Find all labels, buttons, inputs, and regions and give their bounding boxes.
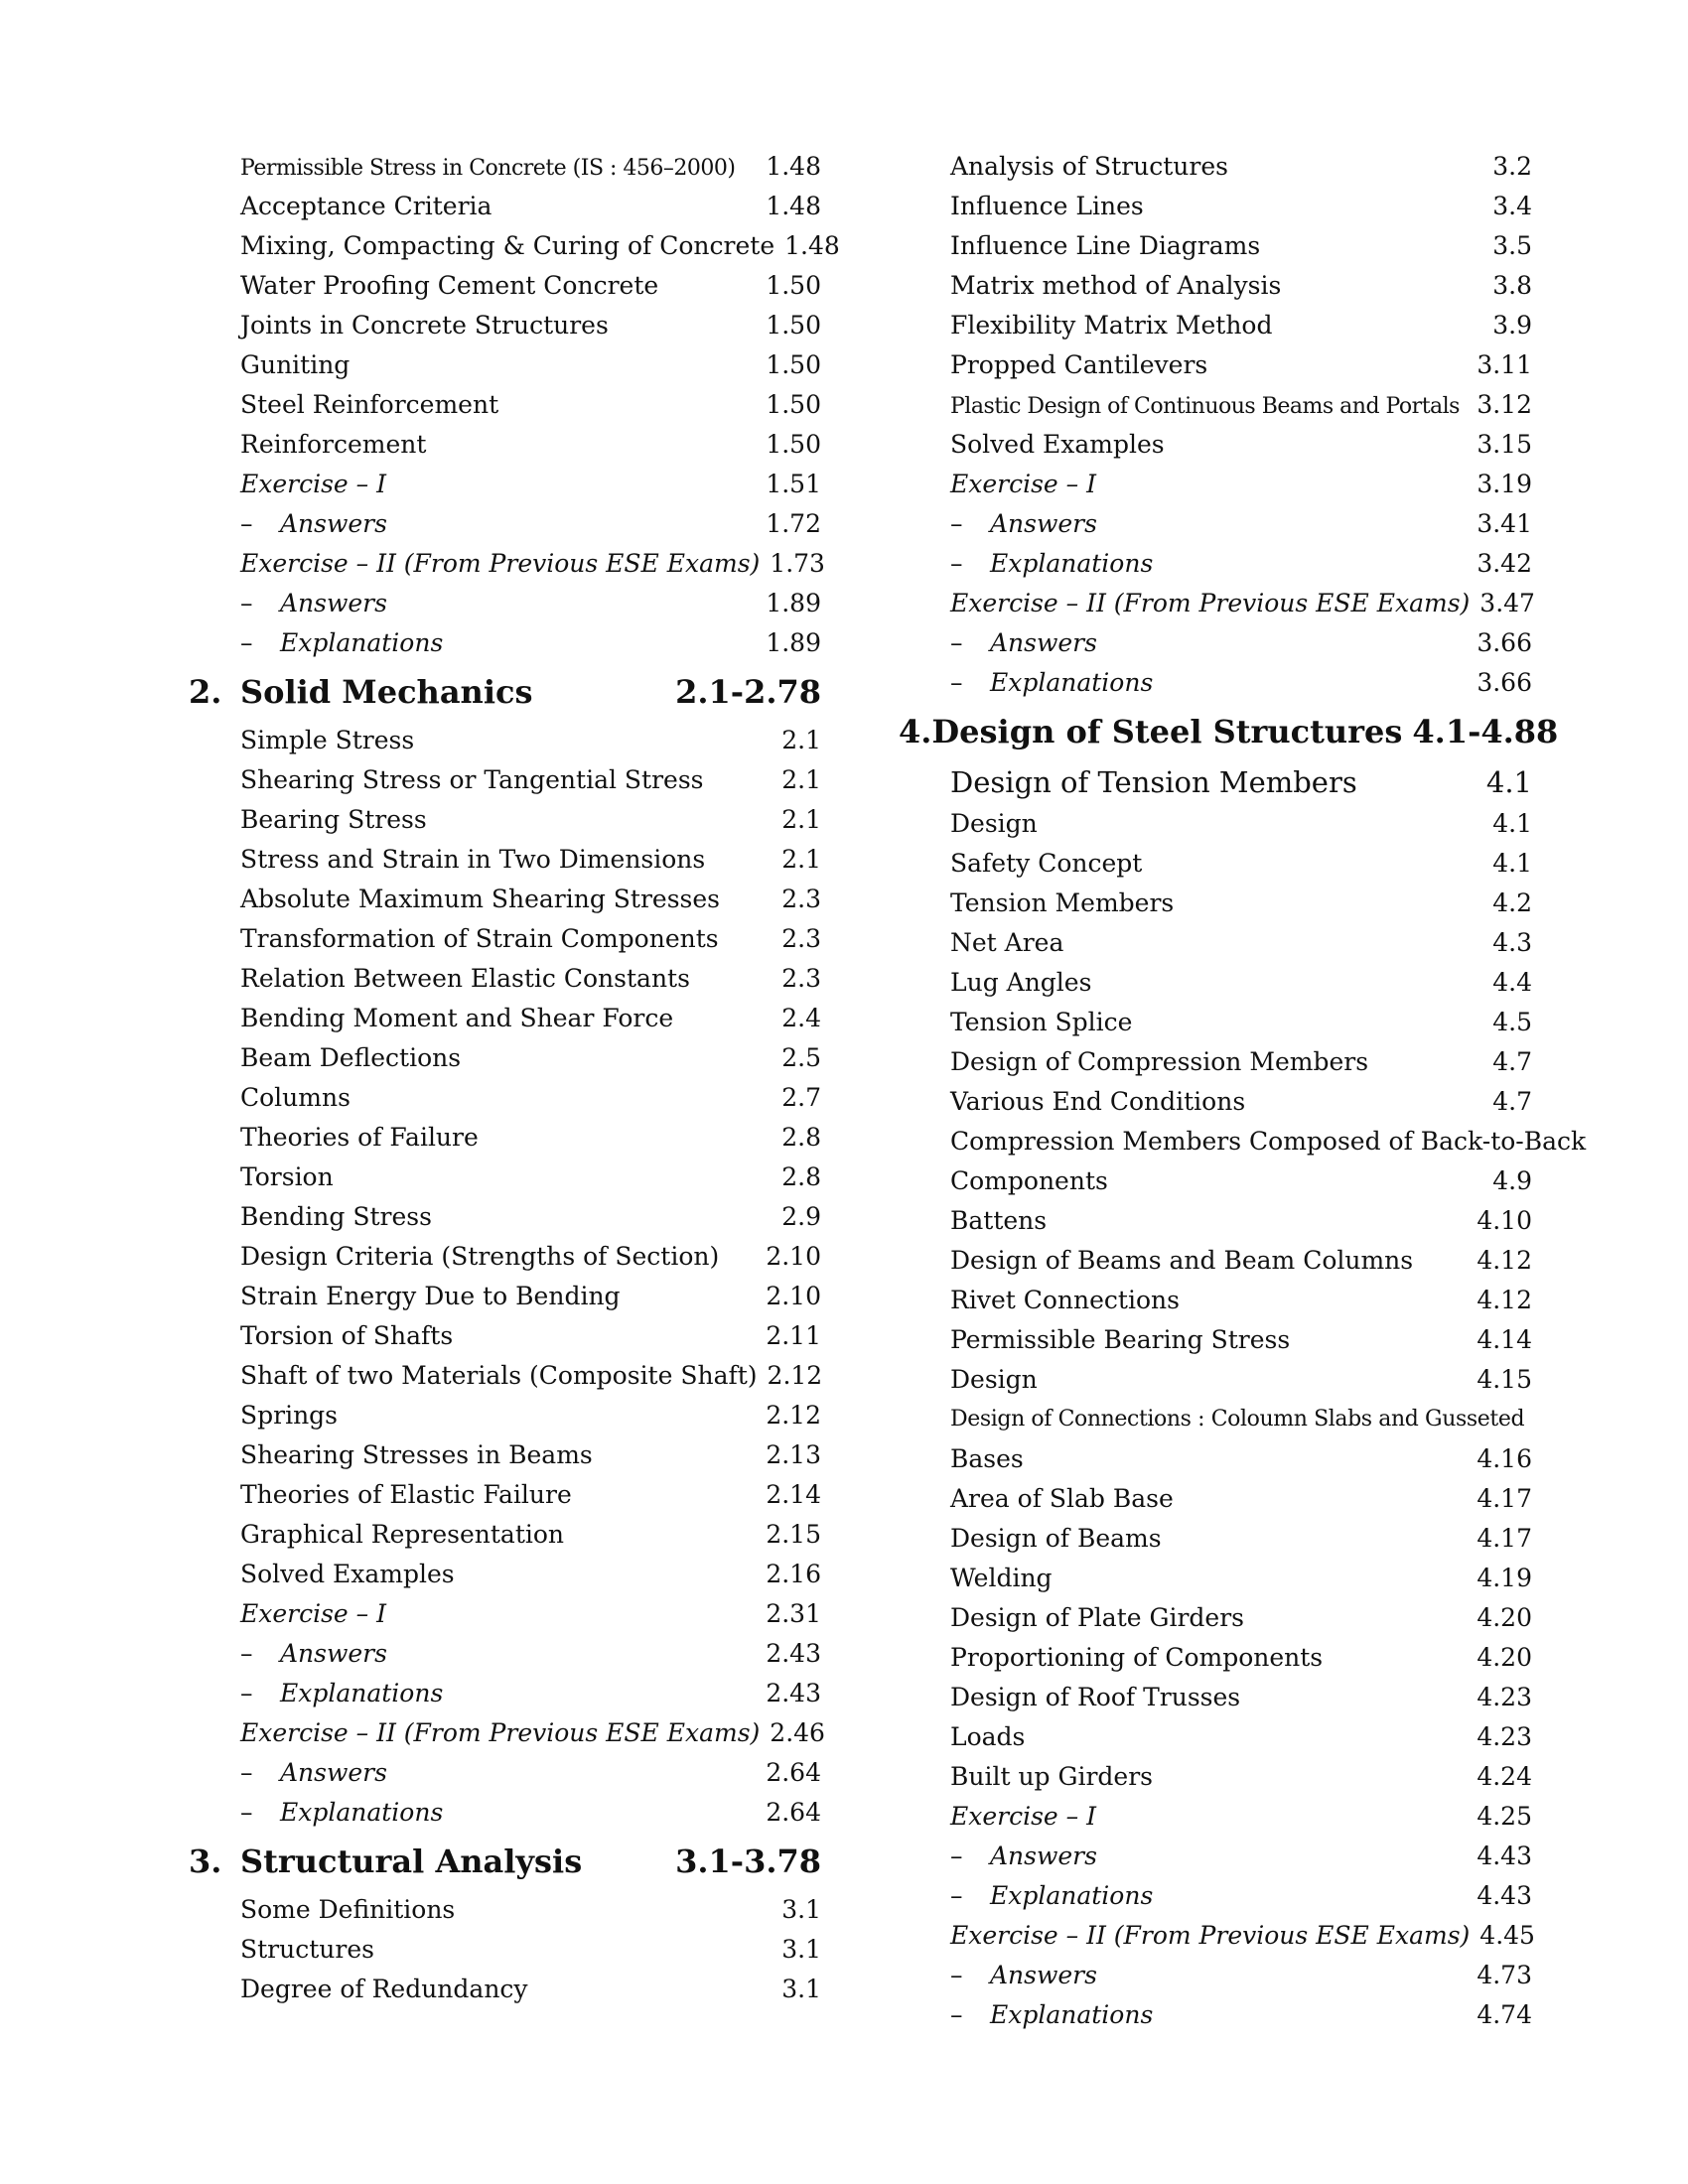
toc-item-label: Theories of Elastic Failure [240,1480,572,1509]
toc-item-label: Exercise – II (From Previous ESE Exams) [950,1921,1471,1950]
toc-item [899,1638,1532,1678]
toc-item-label: Springs [240,1401,339,1430]
section-page-range: 4.1-4.88 [1412,713,1559,751]
toc-item-label: Stress and Strain in Two Dimensions [240,845,706,874]
toc-item-page: 4.45 [1479,1921,1535,1950]
toc-item-label: Influence Line Diagrams [950,231,1261,260]
toc-item-label: Propped Cantilevers [950,350,1208,379]
toc-item-page: 1.73 [770,549,825,578]
toc-item-label: Answers [990,1961,1097,1989]
toc-item [899,1717,1532,1757]
toc-item [189,999,821,1038]
toc-item-label: Columns [240,1083,351,1112]
toc-item-page: 2.3 [781,964,821,993]
dash-marker: – [950,668,963,697]
toc-item-page: 4.23 [1477,1683,1532,1711]
toc-item [189,1237,821,1277]
toc-item-label: Relation Between Elastic Constants [240,964,690,993]
toc-item [899,1598,1532,1638]
toc-item-page: 4.19 [1477,1564,1532,1592]
toc-item [899,963,1532,1003]
toc-item-page: 2.1 [781,845,821,874]
toc-item-label: Strain Energy Due to Bending [240,1282,621,1310]
toc-item-page: 2.14 [766,1480,821,1509]
dash-marker: – [950,509,963,538]
dash-marker: – [950,2000,963,2029]
toc-item [899,1559,1532,1598]
toc-item-page: 1.89 [766,628,821,657]
toc-item [899,1876,1532,1916]
toc-item-label: Answers [990,1842,1097,1870]
toc-item-label: Answers [280,1758,387,1787]
toc-item [899,187,1532,226]
toc-item-label: Acceptance Criteria [240,192,492,220]
toc-item-label: Torsion [240,1162,334,1191]
toc-item-label: Exercise – II (From Previous ESE Exams) [950,589,1471,617]
toc-item-page: 3.66 [1477,668,1532,697]
toc-item [899,266,1532,306]
toc-item [189,385,821,425]
toc-item [189,504,821,544]
toc-item-page: 2.31 [766,1599,821,1628]
toc-item [189,1713,825,1753]
toc-item-label: Explanations [990,2000,1154,2029]
toc-item [899,844,1532,884]
toc-item-label: Built up Girders [950,1762,1154,1791]
toc-item [899,425,1532,465]
toc-item-page: 3.66 [1477,628,1532,657]
toc-item [899,345,1532,385]
toc-item-label: Beam Deflections [240,1043,462,1072]
toc-item-page: 2.43 [766,1639,821,1668]
section-page-range: 3.1-3.78 [675,1843,821,1880]
toc-item-label: Tension Splice [950,1008,1133,1036]
toc-item [189,1277,821,1316]
toc-item-page: 4.12 [1477,1286,1532,1314]
toc-item [189,1118,821,1158]
toc-item-page: 4.1 [1492,809,1532,838]
toc-item [899,804,1532,844]
toc-item-label: Shearing Stress or Tangential Stress [240,765,704,794]
toc-item-page: 4.5 [1492,1008,1532,1036]
dash-marker: – [950,1881,963,1910]
toc-item [899,306,1532,345]
toc-item [899,1519,1532,1559]
toc-item-page: 2.9 [781,1202,821,1231]
toc-item-page: 4.1 [1492,849,1532,878]
toc-item [189,1634,821,1674]
toc-item-label: Absolute Maximum Shearing Stresses [240,885,721,913]
dash-marker: – [240,628,253,657]
toc-item [189,1197,821,1237]
toc-item-page: 4.9 [1492,1166,1532,1195]
dash-marker: – [240,1679,253,1707]
toc-item-page: 4.10 [1477,1206,1532,1235]
toc-item-label: Rivet Connections [950,1286,1180,1314]
toc-item-label: Design of Beams and Beam Columns [950,1246,1414,1275]
toc-item [899,504,1532,544]
toc-item-page: 3.19 [1477,470,1532,498]
toc-item-label: Graphical Representation [240,1520,565,1549]
toc-item-label: Loads [950,1722,1026,1751]
toc-item-label: Answers [990,509,1097,538]
toc-item-page: 1.50 [766,271,821,300]
toc-item-label: Components [950,1166,1108,1195]
toc-item-label: Safety Concept [950,849,1143,878]
toc-item-page: 2.13 [766,1440,821,1469]
toc-item [189,306,821,345]
toc-item-page: 3.11 [1477,350,1532,379]
section-heading [189,1838,821,1885]
toc-item-label: Guniting [240,350,351,379]
toc-item-wrapped-line2 [899,1161,1532,1201]
toc-item-label: Transformation of Strain Components [240,924,719,953]
toc-item-label: Bending Moment and Shear Force [240,1004,674,1032]
toc-item [899,1678,1532,1717]
toc-item-page: 2.8 [781,1123,821,1152]
dash-marker: – [950,549,963,578]
toc-item-label: Shearing Stresses in Beams [240,1440,593,1469]
toc-item [899,1916,1535,1956]
toc-item-page: 4.23 [1477,1722,1532,1751]
section-heading [189,668,821,716]
toc-item-page: 3.1 [781,1935,821,1964]
toc-item [899,1837,1532,1876]
toc-item-page: 4.43 [1477,1842,1532,1870]
toc-item-page: 1.50 [766,430,821,459]
toc-item [899,884,1532,923]
toc-item-label: Net Area [950,928,1064,957]
toc-item-label: Design of Tension Members [950,765,1357,799]
toc-item-label: Design [950,1365,1038,1394]
toc-item-label: Plastic Design of Continuous Beams and Portals [950,394,1460,419]
dash-marker: – [950,1842,963,1870]
toc-item [189,1793,821,1833]
toc-item [899,1082,1532,1122]
toc-item [189,1890,821,1930]
toc-item-label: Structures [240,1935,374,1964]
toc-item [189,544,825,584]
toc-item-label: Explanations [990,668,1154,697]
toc-item-page: 4.25 [1477,1802,1532,1831]
section-heading [899,708,1559,755]
section-title: Structural Analysis [240,1843,583,1880]
toc-item-label: Answers [280,589,387,617]
toc-item-page: 3.5 [1492,231,1532,260]
toc-item-page: 4.12 [1477,1246,1532,1275]
toc-item [189,840,821,880]
toc-item-page: 1.50 [766,311,821,340]
toc-item-page: 1.48 [784,231,840,260]
toc-item-page: 2.64 [766,1758,821,1787]
toc-item [899,623,1532,663]
toc-item [899,1956,1532,1995]
toc-item [899,1797,1532,1837]
toc-item [189,1396,821,1435]
toc-item [899,1360,1532,1400]
toc-item [899,1042,1532,1082]
toc-item [189,1475,821,1515]
toc-item-page: 3.1 [781,1895,821,1924]
toc-item-page: 4.15 [1477,1365,1532,1394]
toc-item-label: Area of Slab Base [950,1484,1174,1513]
toc-item [189,226,840,266]
toc-item-page: 2.3 [781,885,821,913]
toc-item-label: Proportioning of Components [950,1643,1324,1672]
toc-item-label: Some Definitions [240,1895,456,1924]
toc-item [189,760,821,800]
toc-item-page: 2.3 [781,924,821,953]
toc-item [899,1281,1532,1320]
dash-marker: – [240,1639,253,1668]
toc-item-page: 2.1 [781,805,821,834]
toc-item [899,923,1532,963]
toc-item [189,1158,821,1197]
toc-item [189,1753,821,1793]
toc-item-label: Torsion of Shafts [240,1321,454,1350]
toc-item-label: Solved Examples [240,1560,455,1588]
toc-item-page: 4.4 [1492,968,1532,997]
toc-item-page: 4.20 [1477,1643,1532,1672]
toc-item [189,919,821,959]
toc-item-page: 2.11 [766,1321,821,1350]
toc-item-page: 2.1 [781,765,821,794]
toc-item-page: 1.48 [766,192,821,220]
toc-item-label: Exercise – I [950,470,1096,498]
toc-item-label: Answers [280,509,387,538]
toc-item-page: 2.1 [781,726,821,754]
toc-item-page: 4.2 [1492,888,1532,917]
toc-item-page: 2.12 [766,1401,821,1430]
toc-item-page: 4.16 [1477,1444,1532,1473]
toc-item [899,1995,1532,2035]
toc-item-label: Permissible Stress in Concrete (IS : 456–2000) [240,156,736,181]
toc-subheading [899,760,1532,804]
toc-item [189,345,821,385]
toc-item-label: Explanations [280,1798,444,1827]
toc-item-page: 2.43 [766,1679,821,1707]
toc-item-page: 3.1 [781,1975,821,2003]
toc-item-page: 4.73 [1477,1961,1532,1989]
dash-marker: – [240,589,253,617]
toc-item-label: Design of Compression Members [950,1047,1369,1076]
toc-item-label: Explanations [280,1679,444,1707]
toc-column-left [189,147,840,2009]
toc-item-label: Steel Reinforcement [240,390,499,419]
toc-item-page: 4.43 [1477,1881,1532,1910]
toc-item-label: Bending Stress [240,1202,432,1231]
toc-item-label: Analysis of Structures [950,152,1228,181]
toc-item-page: 4.3 [1492,928,1532,957]
toc-item-page: 4.7 [1492,1087,1532,1116]
toc-item-page: 2.8 [781,1162,821,1191]
toc-item [899,1479,1532,1519]
toc-item-label: Design Criteria (Strengths of Section) [240,1242,720,1271]
section-number: 4. [899,713,932,751]
toc-item-label: Water Proofing Cement Concrete [240,271,659,300]
toc-item-page: 1.51 [766,470,821,498]
section-number: 2. [189,673,222,711]
toc-item-page: 4.7 [1492,1047,1532,1076]
toc-item [899,226,1532,266]
toc-item [189,1356,821,1396]
toc-item-wrapped-line2 [899,1439,1532,1479]
toc-item [189,1038,821,1078]
toc-item-label: Exercise – I [950,1802,1096,1831]
toc-item-label: Exercise – I [240,1599,386,1628]
toc-item-label: Design [950,809,1038,838]
toc-item-label: Solved Examples [950,430,1165,459]
toc-item [189,266,821,306]
toc-item-label: Answers [990,628,1097,657]
toc-item-label: Exercise – II (From Previous ESE Exams) [240,549,761,578]
toc-item-page: 2.16 [766,1560,821,1588]
toc-item [189,1515,821,1555]
toc-item-page: 1.48 [766,152,821,181]
toc-item-label: Design of Beams [950,1524,1162,1553]
toc-item-label: Welding [950,1564,1053,1592]
toc-item [189,880,821,919]
toc-item-label: Battens [950,1206,1048,1235]
toc-item-page: 3.2 [1492,152,1532,181]
toc-item-page: 4.74 [1477,2000,1532,2029]
toc-item [189,959,821,999]
toc-item-label: Explanations [990,549,1154,578]
dash-marker: – [240,509,253,538]
toc-item-label: Various End Conditions [950,1087,1246,1116]
toc-item [189,1970,821,2009]
toc-item-page: 2.12 [767,1361,823,1390]
toc-item [189,584,821,623]
toc-item-label: Shaft of two Materials (Composite Shaft) [240,1361,758,1390]
toc-item [899,1003,1532,1042]
dash-marker: – [240,1798,253,1827]
toc-item-label: Exercise – I [240,470,386,498]
dash-marker: – [950,628,963,657]
toc-item-page: 4.1 [1485,765,1532,799]
toc-item [899,465,1532,504]
toc-item-label: Simple Stress [240,726,415,754]
toc-item-page: 1.89 [766,589,821,617]
toc-item-label: Flexibility Matrix Method [950,311,1273,340]
toc-item [899,1320,1532,1360]
toc-item-page: 3.15 [1477,430,1532,459]
section-page-range: 2.1-2.78 [675,673,821,711]
toc-item-page: 2.10 [766,1242,821,1271]
toc-item-label: Joints in Concrete Structures [240,311,609,340]
toc-item-label: Permissible Bearing Stress [950,1325,1291,1354]
toc-item-page: 2.64 [766,1798,821,1827]
toc-item-wrapped-line1: Design of Connections : Coloumn Slabs and Gusseted [950,1407,1525,1432]
toc-item [189,1555,821,1594]
toc-item [189,187,821,226]
toc-item [899,1201,1532,1241]
toc-item [189,1594,821,1634]
dash-marker: – [240,1758,253,1787]
toc-item-page: 2.4 [781,1004,821,1032]
toc-item-label: Mixing, Compacting & Curing of Concrete [240,231,775,260]
toc-item-label: Tension Members [950,888,1175,917]
toc-item-page: 2.5 [781,1043,821,1072]
section-number: 3. [189,1843,222,1880]
toc-item [189,465,821,504]
toc-item-page: 2.10 [766,1282,821,1310]
toc-item-page: 2.15 [766,1520,821,1549]
toc-item-label: Theories of Failure [240,1123,479,1152]
toc-item-label: Influence Lines [950,192,1144,220]
toc-item-page: 3.9 [1492,311,1532,340]
toc-item-label: Reinforcement [240,430,427,459]
toc-item-page: 4.24 [1477,1762,1532,1791]
toc-item-page: 4.14 [1477,1325,1532,1354]
dash-marker: – [950,1961,963,1989]
toc-item [189,147,821,187]
toc-item-label: Lug Angles [950,968,1092,997]
toc-item-page: 4.17 [1477,1524,1532,1553]
toc-item [189,1316,821,1356]
toc-item [189,1078,821,1118]
toc-item-page: 3.41 [1477,509,1532,538]
toc-item-page: 3.4 [1492,192,1532,220]
toc-item [189,721,821,760]
toc-item-page: 2.46 [770,1718,825,1747]
toc-item [189,1674,821,1713]
toc-item-page: 3.8 [1492,271,1532,300]
toc-item [899,584,1535,623]
toc-item [189,623,821,663]
toc-item [899,544,1532,584]
toc-item [189,1930,821,1970]
toc-item-label: Matrix method of Analysis [950,271,1282,300]
toc-item-page: 4.20 [1477,1603,1532,1632]
toc-item-page: 1.50 [766,350,821,379]
toc-item-page: 2.7 [781,1083,821,1112]
toc-item-label: Degree of Redundancy [240,1975,528,2003]
toc-item-page: 3.42 [1477,549,1532,578]
toc-item-label: Bearing Stress [240,805,427,834]
toc-item-label: Explanations [990,1881,1154,1910]
toc-item-page: 1.50 [766,390,821,419]
toc-item [189,800,821,840]
section-title: Solid Mechanics [240,673,533,711]
toc-item [899,663,1532,703]
toc-item [899,147,1532,187]
toc-item [899,1757,1532,1797]
toc-item-page: 3.47 [1479,589,1535,617]
toc-item [899,1241,1532,1281]
toc-item [189,425,821,465]
toc-column-right [899,147,1587,2035]
section-title: Design of Steel Structures [931,713,1403,751]
toc-item-page: 3.12 [1477,390,1532,419]
toc-item-page: 4.17 [1477,1484,1532,1513]
toc-item-label: Answers [280,1639,387,1668]
toc-item-page: 1.72 [766,509,821,538]
toc-item-label: Explanations [280,628,444,657]
toc-item-label: Exercise – II (From Previous ESE Exams) [240,1718,761,1747]
toc-item-label: Design of Roof Trusses [950,1683,1241,1711]
toc-item-label: Design of Plate Girders [950,1603,1244,1632]
toc-item [189,1435,821,1475]
toc-item-wrapped-line1: Compression Members Composed of Back-to-Back [950,1127,1587,1156]
toc-item [899,385,1532,425]
toc-item-label: Bases [950,1444,1024,1473]
